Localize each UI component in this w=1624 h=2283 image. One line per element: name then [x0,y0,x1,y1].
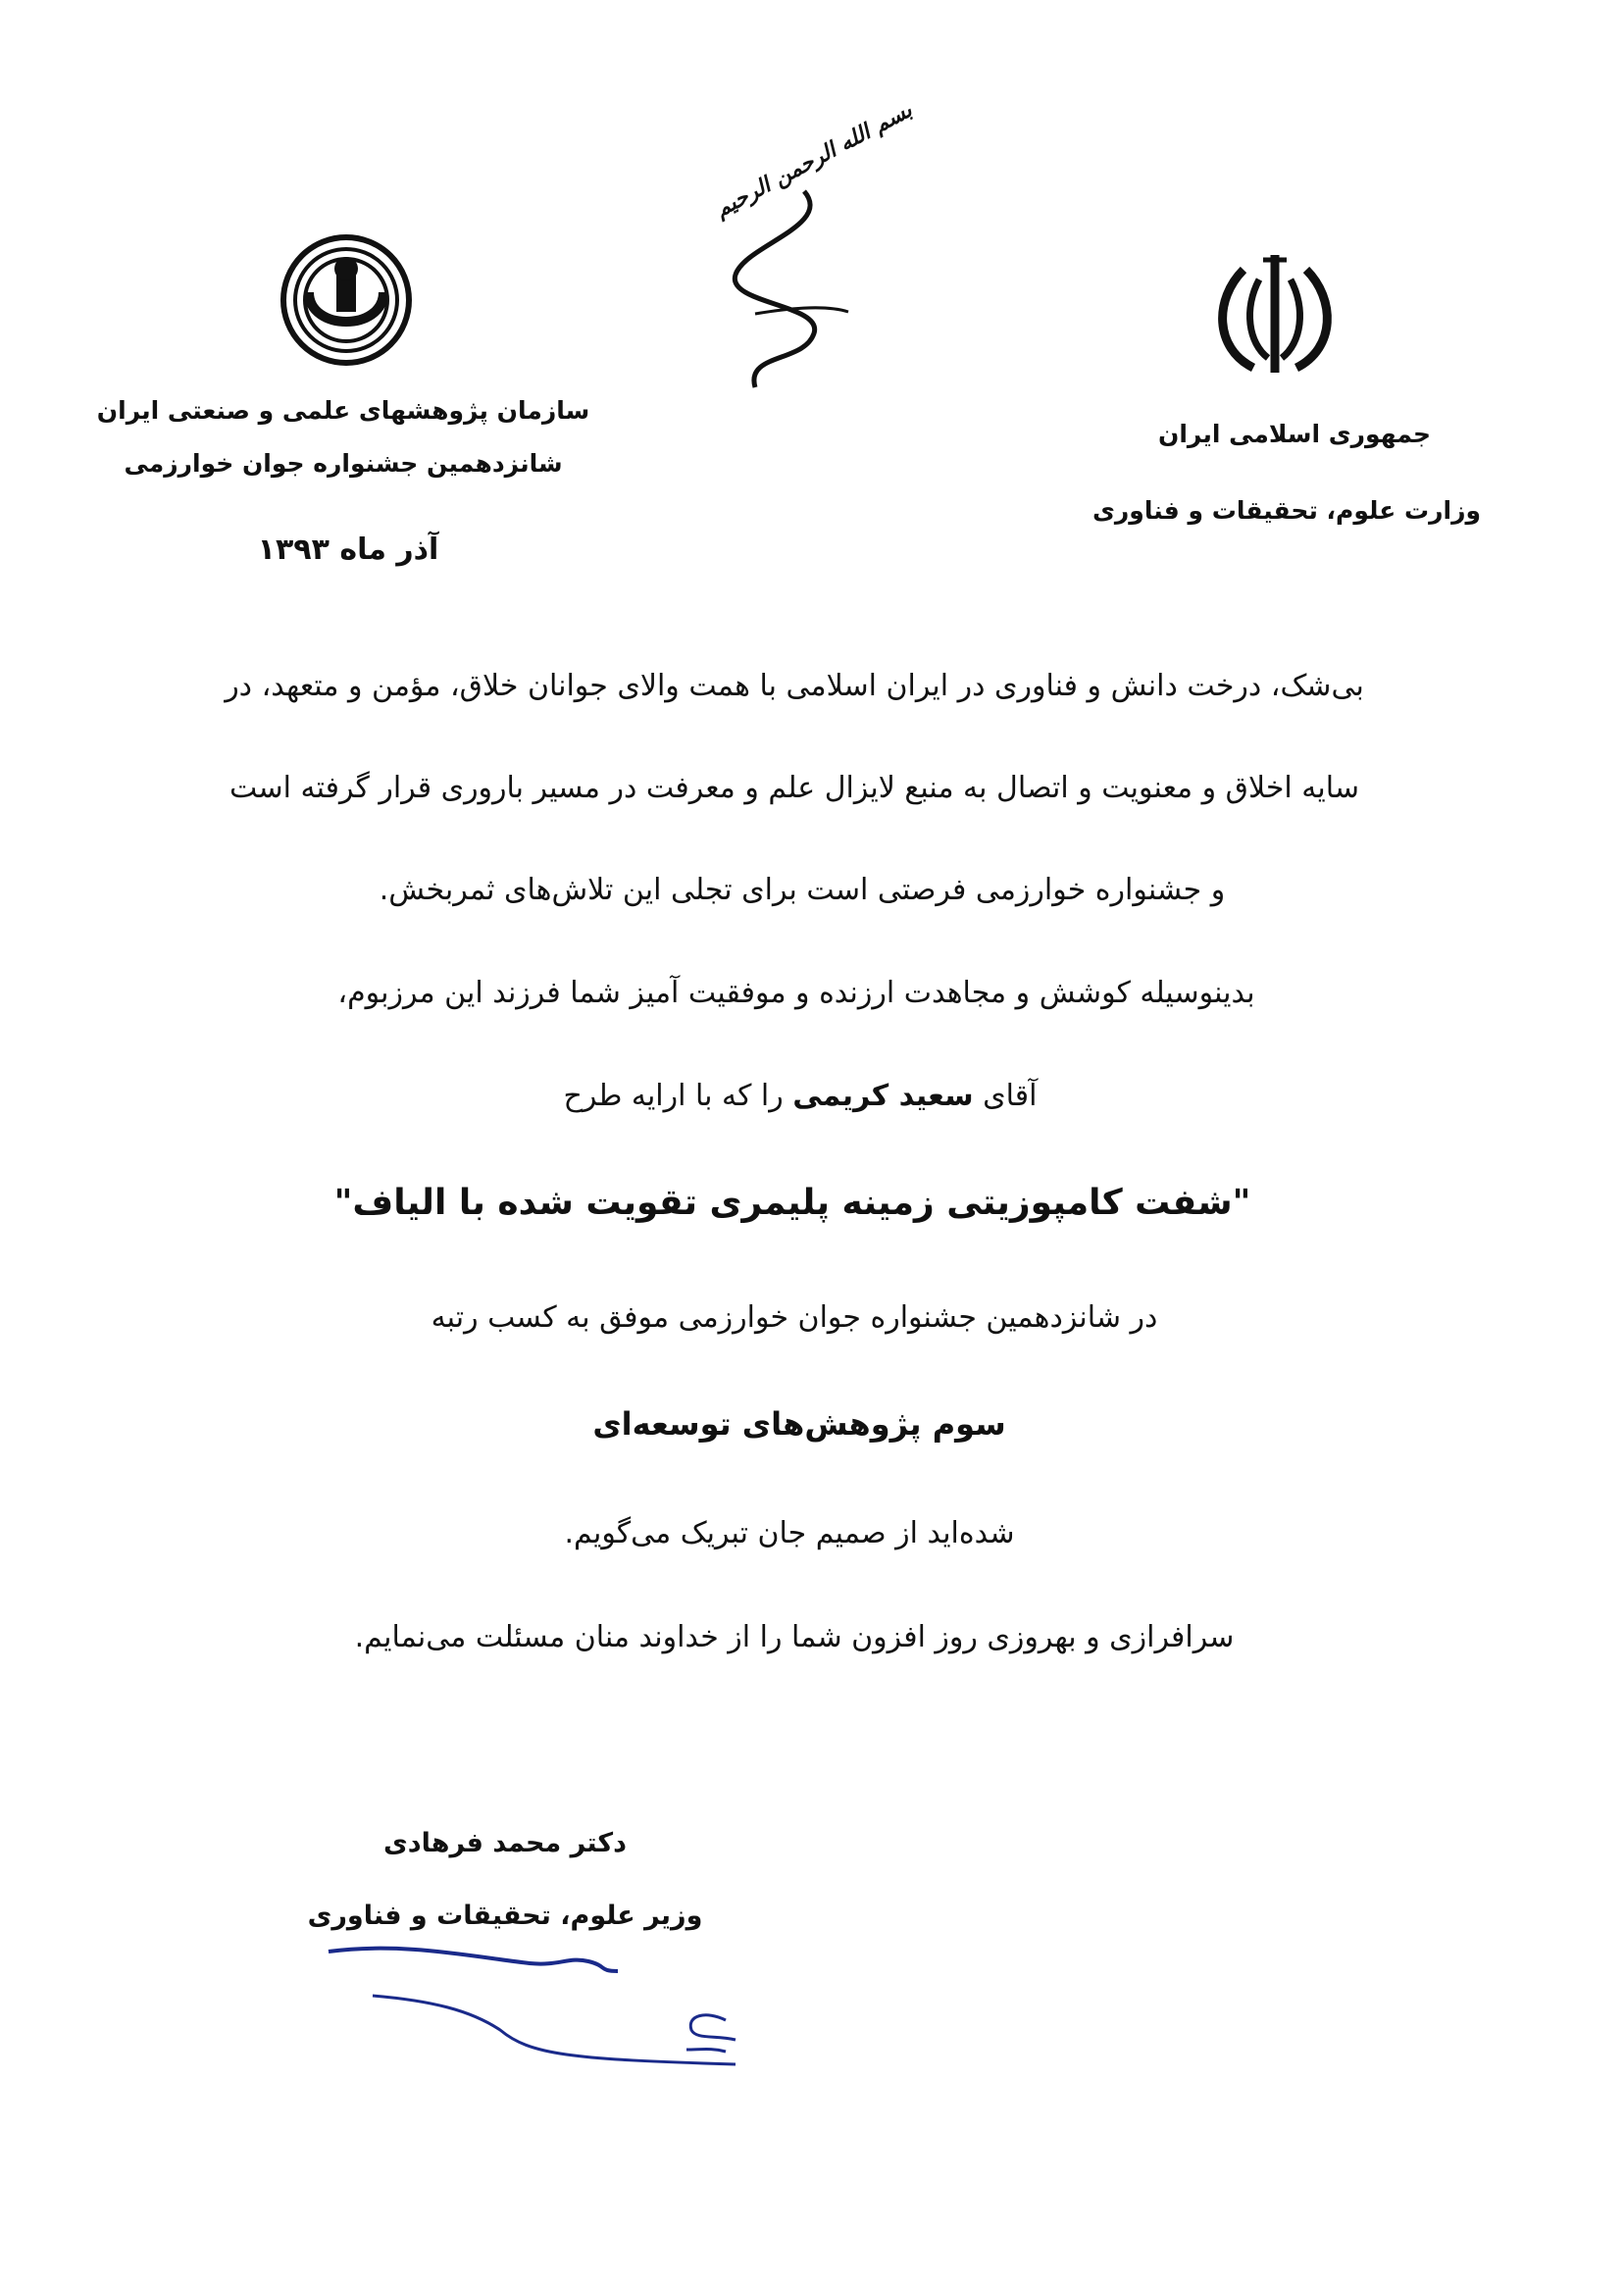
header-date: آذر ماه ۱۳۹۳ [257,533,439,567]
signatory-title: وزیر علوم، تحقیقات و فناوری [307,1901,703,1931]
handwritten-signature [314,1942,755,2079]
iran-emblem [1214,250,1336,378]
header-festival: شانزدهمین جشنواره جوان خوارزمی [124,449,563,478]
research-organization-logo [279,233,413,367]
body-line-3: و جشنواره خوارزمی فرصتی است برای تجلی این تلاش‌های ثمربخش. [379,873,1226,907]
bismillah-calligraphy [686,186,883,392]
signatory-name: دکتر محمد فرهادی [383,1828,627,1858]
body-line-2: سایه اخلاق و معنویت و اتصال به منبع لایزال علم و معرفت در مسیر باروری قرار گرفته است [229,771,1359,805]
header-ministry: وزارت علوم، تحقیقات و فناوری [1091,496,1482,525]
recipient-line [564,1079,1038,1113]
recipient-name: سعید کریمی [792,1079,974,1113]
recipient-prefix: آقای [983,1079,1038,1113]
header-organization: سازمان پژوهشهای علمی و صنعتی ایران [96,396,590,425]
recipient-suffix: را که با ارایه طرح [563,1079,784,1113]
body-line-1: بی‌شک، درخت دانش و فناوری در ایران اسلامی با همت والای جوانان خلاق، مؤمن و متعهد، در [225,669,1364,703]
rank: سوم پژوهش‌های توسعه‌ای [592,1405,1006,1443]
festival-line: در شانزدهمین جشنواره جوان خوارزمی موفق به کسب رتبه [431,1300,1158,1335]
congratulations: شده‌اید از صمیم جان تبریک می‌گویم. [564,1516,1015,1550]
closing: سرافرازی و بهروزی روز افزون شما را از خداوند منان مسئلت می‌نمایم. [354,1620,1235,1654]
body-line-4: بدینوسیله کوشش و مجاهدت ارزنده و موفقیت آمیز شما فرزند این مرزبوم، [337,976,1255,1010]
header-republic: جمهوری اسلامی ایران [1158,420,1431,448]
bismillah-text: بسم الله الرحمن الرحیم [710,97,917,223]
project-title: "شفت کامپوزیتی زمینه پلیمری تقویت شده با الیاف" [333,1183,1251,1223]
